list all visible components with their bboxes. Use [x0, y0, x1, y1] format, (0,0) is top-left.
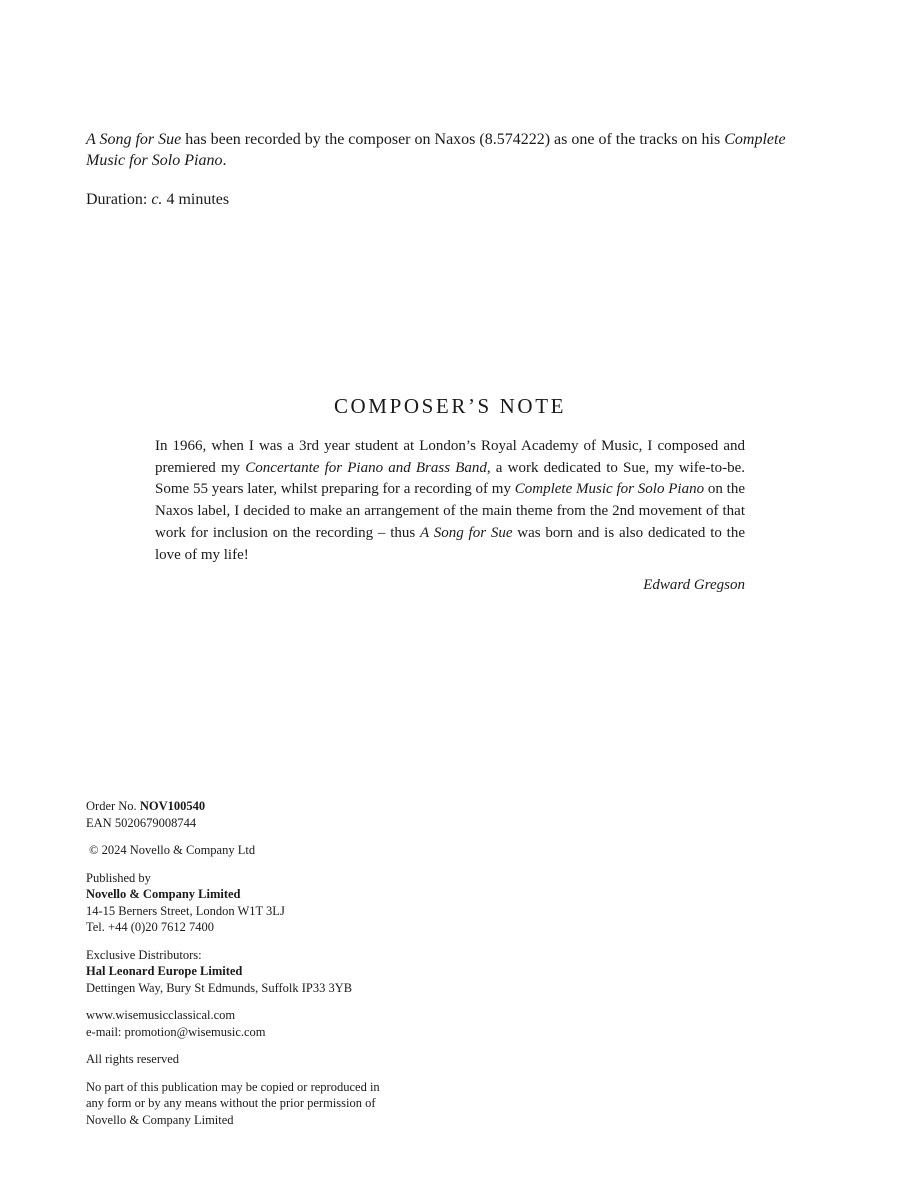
note-work-3: A Song for Sue — [420, 524, 513, 541]
duration-value: 4 minutes — [162, 191, 230, 208]
duration-label: Duration: — [86, 191, 152, 208]
composer-note-heading: COMPOSER’S NOTE — [333, 394, 567, 418]
publisher-block — [86, 870, 486, 936]
rights: All rights reserved — [86, 1052, 180, 1066]
distributor-name — [86, 963, 486, 980]
note-work-1: Concertante for Piano and Brass Band — [245, 459, 487, 476]
rights-block — [86, 1051, 486, 1068]
ean: EAN 5020679008744 — [86, 815, 197, 830]
copyright-block — [86, 842, 486, 859]
contact-block — [86, 1007, 486, 1040]
order-number — [86, 798, 486, 815]
note-text-1: In 1966, when I was a 3rd year student at London’s Royal Academy of Music, I composed and premiered my — [155, 438, 745, 476]
album-title: Complete Music for Solo Piano — [86, 131, 786, 169]
note-text-3: on the Naxos label, I decided to make an arrangement of the main theme from the 2nd movement of that work for inclusion on the recording – thus — [155, 481, 746, 541]
distributor-block — [86, 947, 486, 997]
composer-note-body — [155, 436, 745, 566]
duration-approx: c. — [151, 191, 163, 208]
recording-note — [86, 129, 826, 171]
order-label: Order No. — [86, 799, 140, 813]
note-text-4: was born and is also dedicated to the love of my life! — [155, 524, 746, 563]
publisher-tel: Tel. +44 (0)20 7612 7400 — [86, 920, 215, 934]
imprint — [86, 798, 486, 1139]
note-text-2: , a work dedicated to Sue, my wife-to-be. Some 55 years later, whilst preparing for a recording of my — [155, 459, 745, 498]
work-title: A Song for Sue — [86, 131, 182, 148]
notice-line-1: No part of this publication may be copied or reproduced in — [86, 1079, 380, 1094]
notice-line-3: Novello & Company Limited — [86, 1112, 234, 1127]
distributors-label: Exclusive Distributors: — [86, 947, 202, 962]
published-by: Published by — [86, 870, 151, 885]
distributor-address: Dettingen Way, Bury St Edmunds, Suffolk IP33 3YB — [86, 980, 353, 995]
website-link[interactable]: www.wisemusicclassical.com — [86, 1008, 236, 1022]
publisher-name-text: Novello & Company Limited — [86, 887, 241, 901]
email-link[interactable]: e-mail: promotion@wisemusic.com — [86, 1024, 266, 1039]
recording-text-2: . — [222, 152, 227, 169]
copyright: © 2024 Novello & Company Ltd — [89, 843, 256, 857]
recording-text-1: has been recorded by the composer on Naxos (8.574222) as one of the tracks on his — [181, 131, 725, 148]
note-work-2: Complete Music for Solo Piano — [514, 481, 705, 498]
notice-line-2: any form or by any means without the prior permission of — [86, 1096, 376, 1110]
order-block — [86, 798, 486, 831]
duration — [86, 189, 229, 210]
notice-block — [86, 1079, 486, 1129]
publisher-name — [86, 886, 486, 903]
distributor-name-text: Hal Leonard Europe Limited — [86, 964, 243, 978]
publisher-address: 14-15 Berners Street, London W1T 3LJ — [86, 903, 285, 918]
composer-signature: Edward Gregson — [643, 577, 745, 593]
order-code: NOV100540 — [139, 799, 206, 813]
